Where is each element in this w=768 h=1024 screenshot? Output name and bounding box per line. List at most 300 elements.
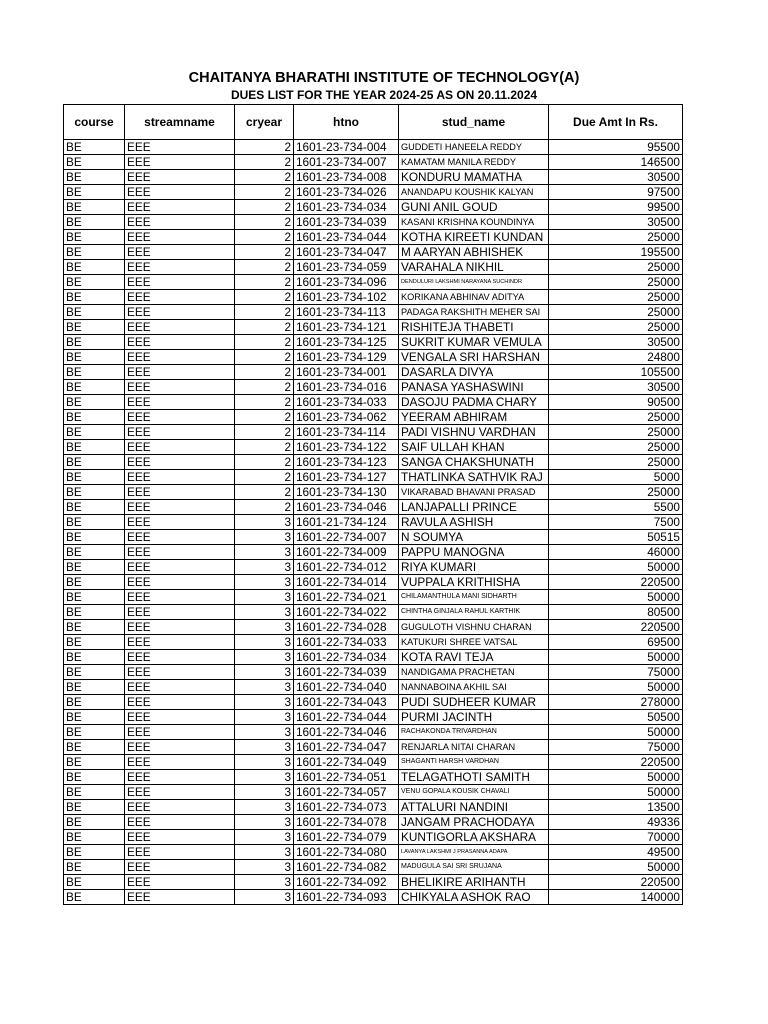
cell-htno: 1601-22-734-080 [294, 845, 399, 860]
cell-course: BE [64, 740, 125, 755]
cell-streamname: EEE [125, 530, 235, 545]
cell-due-amount: 25000 [549, 230, 683, 245]
table-row [64, 290, 683, 305]
cell-due-amount: 50000 [549, 785, 683, 800]
cell-course: BE [64, 290, 125, 305]
cell-streamname: EEE [125, 230, 235, 245]
cell-htno: 1601-23-734-044 [294, 230, 399, 245]
cell-stud-name: GUNI ANIL GOUD [399, 200, 549, 215]
cell-cryear: 3 [235, 695, 294, 710]
table-row [64, 560, 683, 575]
cell-streamname: EEE [125, 440, 235, 455]
table-row [64, 575, 683, 590]
cell-stud-name: CHILAMANTHULA MANI SIDHARTH [399, 590, 549, 605]
cell-cryear: 3 [235, 560, 294, 575]
cell-course: BE [64, 350, 125, 365]
cell-cryear: 3 [235, 830, 294, 845]
cell-due-amount: 220500 [549, 875, 683, 890]
cell-stud-name: KORIKANA ABHINAV ADITYA [399, 290, 549, 305]
cell-streamname: EEE [125, 785, 235, 800]
table-row [64, 725, 683, 740]
cell-course: BE [64, 470, 125, 485]
cell-htno: 1601-23-734-001 [294, 365, 399, 380]
cell-htno: 1601-22-734-028 [294, 620, 399, 635]
cell-stud-name: KUNTIGORLA AKSHARA [399, 830, 549, 845]
cell-due-amount: 30500 [549, 215, 683, 230]
cell-stud-name: KASANI KRISHNA KOUNDINYA [399, 215, 549, 230]
cell-course: BE [64, 800, 125, 815]
cell-streamname: EEE [125, 515, 235, 530]
cell-due-amount: 25000 [549, 425, 683, 440]
cell-stud-name: PURMI JACINTH [399, 710, 549, 725]
table-row [64, 380, 683, 395]
cell-stud-name: VUPPALA KRITHISHA [399, 575, 549, 590]
cell-course: BE [64, 140, 125, 155]
cell-stud-name: RENJARLA NITAI CHARAN [399, 740, 549, 755]
cell-cryear: 2 [235, 470, 294, 485]
cell-cryear: 3 [235, 590, 294, 605]
table-row [64, 365, 683, 380]
cell-course: BE [64, 410, 125, 425]
cell-cryear: 2 [235, 170, 294, 185]
cell-streamname: EEE [125, 500, 235, 515]
cell-stud-name: ATTALURI NANDINI [399, 800, 549, 815]
cell-streamname: EEE [125, 710, 235, 725]
cell-streamname: EEE [125, 155, 235, 170]
cell-htno: 1601-22-734-043 [294, 695, 399, 710]
cell-due-amount: 50500 [549, 710, 683, 725]
cell-htno: 1601-23-734-026 [294, 185, 399, 200]
table-row [64, 395, 683, 410]
cell-stud-name: THATLINKA SATHVIK RAJ [399, 470, 549, 485]
cell-due-amount: 30500 [549, 335, 683, 350]
cell-stud-name: RIYA KUMARI [399, 560, 549, 575]
cell-htno: 1601-22-734-044 [294, 710, 399, 725]
cell-cryear: 2 [235, 200, 294, 215]
table-row [64, 815, 683, 830]
table-row [64, 470, 683, 485]
cell-course: BE [64, 215, 125, 230]
cell-stud-name: KAMATAM MANILA REDDY [399, 155, 549, 170]
cell-course: BE [64, 305, 125, 320]
table-row [64, 455, 683, 470]
cell-cryear: 2 [235, 365, 294, 380]
cell-streamname: EEE [125, 260, 235, 275]
table-row [64, 305, 683, 320]
cell-htno: 1601-23-734-046 [294, 500, 399, 515]
cell-due-amount: 49500 [549, 845, 683, 860]
cell-course: BE [64, 365, 125, 380]
cell-stud-name: RAVULA ASHISH [399, 515, 549, 530]
cell-due-amount: 30500 [549, 170, 683, 185]
cell-due-amount: 99500 [549, 200, 683, 215]
table-row [64, 605, 683, 620]
cell-cryear: 2 [235, 485, 294, 500]
cell-stud-name: PUDI SUDHEER KUMAR [399, 695, 549, 710]
cell-htno: 1601-23-734-129 [294, 350, 399, 365]
cell-streamname: EEE [125, 665, 235, 680]
cell-due-amount: 25000 [549, 290, 683, 305]
cell-course: BE [64, 530, 125, 545]
cell-htno: 1601-22-734-049 [294, 755, 399, 770]
cell-cryear: 2 [235, 245, 294, 260]
cell-streamname: EEE [125, 200, 235, 215]
cell-streamname: EEE [125, 800, 235, 815]
cell-cryear: 3 [235, 650, 294, 665]
cell-course: BE [64, 185, 125, 200]
cell-cryear: 3 [235, 680, 294, 695]
cell-due-amount: 80500 [549, 605, 683, 620]
cell-streamname: EEE [125, 140, 235, 155]
cell-stud-name: GUGULOTH VISHNU CHARAN [399, 620, 549, 635]
cell-htno: 1601-23-734-062 [294, 410, 399, 425]
cell-due-amount: 25000 [549, 260, 683, 275]
cell-stud-name: PADAGA RAKSHITH MEHER SAI [399, 305, 549, 320]
table-row [64, 140, 683, 155]
dues-table [63, 104, 683, 905]
cell-cryear: 3 [235, 785, 294, 800]
cell-streamname: EEE [125, 740, 235, 755]
cell-stud-name: M AARYAN ABHISHEK [399, 245, 549, 260]
cell-course: BE [64, 710, 125, 725]
cell-htno: 1601-23-734-122 [294, 440, 399, 455]
cell-stud-name: BHELIKIRE ARIHANTH [399, 875, 549, 890]
cell-due-amount: 95500 [549, 140, 683, 155]
cell-cryear: 2 [235, 425, 294, 440]
cell-course: BE [64, 155, 125, 170]
cell-stud-name: RISHITEJA THABETI [399, 320, 549, 335]
cell-stud-name: SANGA CHAKSHUNATH [399, 455, 549, 470]
cell-streamname: EEE [125, 815, 235, 830]
cell-course: BE [64, 590, 125, 605]
cell-stud-name: VIKARABAD BHAVANI PRASAD [399, 485, 549, 500]
cell-due-amount: 25000 [549, 485, 683, 500]
cell-due-amount: 140000 [549, 890, 683, 905]
cell-cryear: 3 [235, 665, 294, 680]
cell-due-amount: 5500 [549, 500, 683, 515]
cell-cryear: 3 [235, 740, 294, 755]
cell-htno: 1601-21-734-124 [294, 515, 399, 530]
cell-cryear: 3 [235, 860, 294, 875]
cell-htno: 1601-23-734-102 [294, 290, 399, 305]
cell-course: BE [64, 845, 125, 860]
cell-cryear: 2 [235, 215, 294, 230]
cell-due-amount: 220500 [549, 755, 683, 770]
cell-due-amount: 90500 [549, 395, 683, 410]
cell-stud-name: DASARLA DIVYA [399, 365, 549, 380]
cell-stud-name: SHAGANTI HARSH VARDHAN [399, 755, 549, 770]
cell-streamname: EEE [125, 875, 235, 890]
cell-course: BE [64, 830, 125, 845]
table-row [64, 440, 683, 455]
table-row [64, 200, 683, 215]
cell-cryear: 3 [235, 725, 294, 740]
cell-cryear: 2 [235, 155, 294, 170]
cell-streamname: EEE [125, 620, 235, 635]
cell-due-amount: 50000 [549, 590, 683, 605]
table-row [64, 680, 683, 695]
cell-streamname: EEE [125, 470, 235, 485]
table-row [64, 890, 683, 905]
cell-htno: 1601-23-734-008 [294, 170, 399, 185]
table-row [64, 875, 683, 890]
table-row [64, 350, 683, 365]
table-row [64, 785, 683, 800]
cell-stud-name: PAPPU MANOGNA [399, 545, 549, 560]
cell-course: BE [64, 635, 125, 650]
table-row [64, 275, 683, 290]
cell-due-amount: 50000 [549, 860, 683, 875]
cell-htno: 1601-23-734-114 [294, 425, 399, 440]
cell-cryear: 3 [235, 530, 294, 545]
cell-cryear: 3 [235, 875, 294, 890]
table-row [64, 155, 683, 170]
cell-course: BE [64, 815, 125, 830]
table-row [64, 650, 683, 665]
cell-course: BE [64, 260, 125, 275]
cell-cryear: 2 [235, 395, 294, 410]
cell-htno: 1601-23-734-059 [294, 260, 399, 275]
cell-due-amount: 50515 [549, 530, 683, 545]
cell-cryear: 3 [235, 770, 294, 785]
cell-course: BE [64, 245, 125, 260]
cell-due-amount: 97500 [549, 185, 683, 200]
cell-htno: 1601-22-734-039 [294, 665, 399, 680]
cell-streamname: EEE [125, 365, 235, 380]
cell-htno: 1601-23-734-039 [294, 215, 399, 230]
cell-due-amount: 50000 [549, 560, 683, 575]
cell-streamname: EEE [125, 215, 235, 230]
cell-cryear: 2 [235, 320, 294, 335]
column-header-cryear: cryear [235, 105, 294, 140]
cell-stud-name: KOTHA KIREETI KUNDAN [399, 230, 549, 245]
table-row [64, 230, 683, 245]
cell-htno: 1601-22-734-014 [294, 575, 399, 590]
table-row [64, 425, 683, 440]
cell-due-amount: 105500 [549, 365, 683, 380]
cell-course: BE [64, 380, 125, 395]
cell-cryear: 2 [235, 455, 294, 470]
cell-htno: 1601-23-734-007 [294, 155, 399, 170]
cell-course: BE [64, 665, 125, 680]
cell-course: BE [64, 170, 125, 185]
cell-htno: 1601-23-734-004 [294, 140, 399, 155]
cell-course: BE [64, 425, 125, 440]
cell-htno: 1601-22-734-093 [294, 890, 399, 905]
cell-htno: 1601-22-734-033 [294, 635, 399, 650]
cell-streamname: EEE [125, 455, 235, 470]
table-row [64, 740, 683, 755]
cell-due-amount: 50000 [549, 770, 683, 785]
table-row [64, 770, 683, 785]
cell-stud-name: N SOUMYA [399, 530, 549, 545]
cell-stud-name: GUDDETI HANEELA REDDY [399, 140, 549, 155]
cell-cryear: 3 [235, 800, 294, 815]
cell-due-amount: 5000 [549, 470, 683, 485]
cell-course: BE [64, 200, 125, 215]
cell-htno: 1601-23-734-123 [294, 455, 399, 470]
cell-due-amount: 25000 [549, 455, 683, 470]
cell-htno: 1601-22-734-079 [294, 830, 399, 845]
cell-course: BE [64, 890, 125, 905]
table-row [64, 335, 683, 350]
cell-streamname: EEE [125, 350, 235, 365]
cell-htno: 1601-22-734-012 [294, 560, 399, 575]
document-subtitle: DUES LIST FOR THE YEAR 2024-25 AS ON 20.11.2024 [230, 88, 538, 102]
cell-cryear: 3 [235, 635, 294, 650]
table-row [64, 515, 683, 530]
cell-htno: 1601-22-734-051 [294, 770, 399, 785]
cell-streamname: EEE [125, 185, 235, 200]
cell-htno: 1601-22-734-046 [294, 725, 399, 740]
cell-htno: 1601-22-734-034 [294, 650, 399, 665]
cell-course: BE [64, 620, 125, 635]
cell-cryear: 3 [235, 605, 294, 620]
cell-cryear: 2 [235, 140, 294, 155]
cell-htno: 1601-22-734-047 [294, 740, 399, 755]
cell-htno: 1601-23-734-121 [294, 320, 399, 335]
cell-streamname: EEE [125, 275, 235, 290]
cell-streamname: EEE [125, 695, 235, 710]
cell-due-amount: 25000 [549, 410, 683, 425]
cell-cryear: 2 [235, 500, 294, 515]
table-row [64, 185, 683, 200]
cell-due-amount: 50000 [549, 680, 683, 695]
cell-cryear: 2 [235, 185, 294, 200]
table-row [64, 245, 683, 260]
cell-streamname: EEE [125, 245, 235, 260]
cell-cryear: 3 [235, 755, 294, 770]
table-row [64, 665, 683, 680]
cell-stud-name: SUKRIT KUMAR VEMULA [399, 335, 549, 350]
cell-due-amount: 146500 [549, 155, 683, 170]
cell-cryear: 2 [235, 350, 294, 365]
cell-streamname: EEE [125, 395, 235, 410]
cell-course: BE [64, 440, 125, 455]
cell-due-amount: 195500 [549, 245, 683, 260]
cell-htno: 1601-22-734-022 [294, 605, 399, 620]
cell-stud-name: KATUKURI SHREE VATSAL [399, 635, 549, 650]
cell-course: BE [64, 875, 125, 890]
cell-htno: 1601-23-734-127 [294, 470, 399, 485]
cell-htno: 1601-23-734-047 [294, 245, 399, 260]
document-title: CHAITANYA BHARATHI INSTITUTE OF TECHNOLOGY(A) [188, 70, 580, 86]
cell-course: BE [64, 230, 125, 245]
cell-due-amount: 70000 [549, 830, 683, 845]
cell-course: BE [64, 650, 125, 665]
cell-streamname: EEE [125, 680, 235, 695]
cell-cryear: 2 [235, 290, 294, 305]
cell-streamname: EEE [125, 290, 235, 305]
table-row [64, 590, 683, 605]
cell-htno: 1601-22-734-082 [294, 860, 399, 875]
cell-cryear: 3 [235, 515, 294, 530]
cell-htno: 1601-22-734-073 [294, 800, 399, 815]
cell-cryear: 2 [235, 275, 294, 290]
cell-due-amount: 25000 [549, 305, 683, 320]
cell-cryear: 3 [235, 545, 294, 560]
cell-cryear: 2 [235, 260, 294, 275]
cell-htno: 1601-22-734-009 [294, 545, 399, 560]
cell-stud-name: KOTA RAVI TEJA [399, 650, 549, 665]
cell-streamname: EEE [125, 590, 235, 605]
cell-stud-name: PANASA YASHASWINI [399, 380, 549, 395]
cell-due-amount: 7500 [549, 515, 683, 530]
cell-due-amount: 30500 [549, 380, 683, 395]
cell-cryear: 3 [235, 815, 294, 830]
cell-stud-name: CHIKYALA ASHOK RAO [399, 890, 549, 905]
cell-course: BE [64, 605, 125, 620]
cell-htno: 1601-23-734-125 [294, 335, 399, 350]
cell-streamname: EEE [125, 170, 235, 185]
cell-cryear: 2 [235, 305, 294, 320]
cell-course: BE [64, 785, 125, 800]
cell-course: BE [64, 485, 125, 500]
cell-streamname: EEE [125, 485, 235, 500]
cell-htno: 1601-23-734-130 [294, 485, 399, 500]
cell-cryear: 3 [235, 890, 294, 905]
cell-cryear: 3 [235, 710, 294, 725]
table-row [64, 710, 683, 725]
cell-stud-name: DASOJU PADMA CHARY [399, 395, 549, 410]
cell-due-amount: 25000 [549, 275, 683, 290]
cell-due-amount: 25000 [549, 440, 683, 455]
cell-stud-name: VENGALA SRI HARSHAN [399, 350, 549, 365]
table-row [64, 410, 683, 425]
table-row [64, 620, 683, 635]
table-row [64, 170, 683, 185]
table-row [64, 695, 683, 710]
cell-course: BE [64, 725, 125, 740]
table-row [64, 320, 683, 335]
cell-cryear: 2 [235, 335, 294, 350]
cell-streamname: EEE [125, 575, 235, 590]
table-row [64, 845, 683, 860]
cell-due-amount: 24800 [549, 350, 683, 365]
table-header-row [64, 105, 683, 140]
cell-stud-name: NANNABOINA AKHIL SAI [399, 680, 549, 695]
cell-streamname: EEE [125, 335, 235, 350]
cell-due-amount: 46000 [549, 545, 683, 560]
cell-course: BE [64, 860, 125, 875]
cell-due-amount: 25000 [549, 320, 683, 335]
cell-streamname: EEE [125, 380, 235, 395]
cell-cryear: 3 [235, 620, 294, 635]
cell-htno: 1601-22-734-021 [294, 590, 399, 605]
cell-htno: 1601-23-734-016 [294, 380, 399, 395]
cell-course: BE [64, 545, 125, 560]
cell-cryear: 3 [235, 575, 294, 590]
cell-streamname: EEE [125, 845, 235, 860]
cell-htno: 1601-22-734-007 [294, 530, 399, 545]
cell-htno: 1601-22-734-092 [294, 875, 399, 890]
cell-streamname: EEE [125, 410, 235, 425]
cell-due-amount: 69500 [549, 635, 683, 650]
cell-streamname: EEE [125, 545, 235, 560]
column-header-due-amount: Due Amt In Rs. [549, 105, 683, 140]
cell-course: BE [64, 515, 125, 530]
cell-streamname: EEE [125, 560, 235, 575]
cell-course: BE [64, 560, 125, 575]
column-header-course: course [64, 105, 125, 140]
cell-stud-name: KONDURU MAMATHA [399, 170, 549, 185]
cell-streamname: EEE [125, 770, 235, 785]
cell-course: BE [64, 770, 125, 785]
cell-due-amount: 75000 [549, 740, 683, 755]
cell-due-amount: 13500 [549, 800, 683, 815]
cell-streamname: EEE [125, 830, 235, 845]
cell-stud-name: SAIF ULLAH KHAN [399, 440, 549, 455]
